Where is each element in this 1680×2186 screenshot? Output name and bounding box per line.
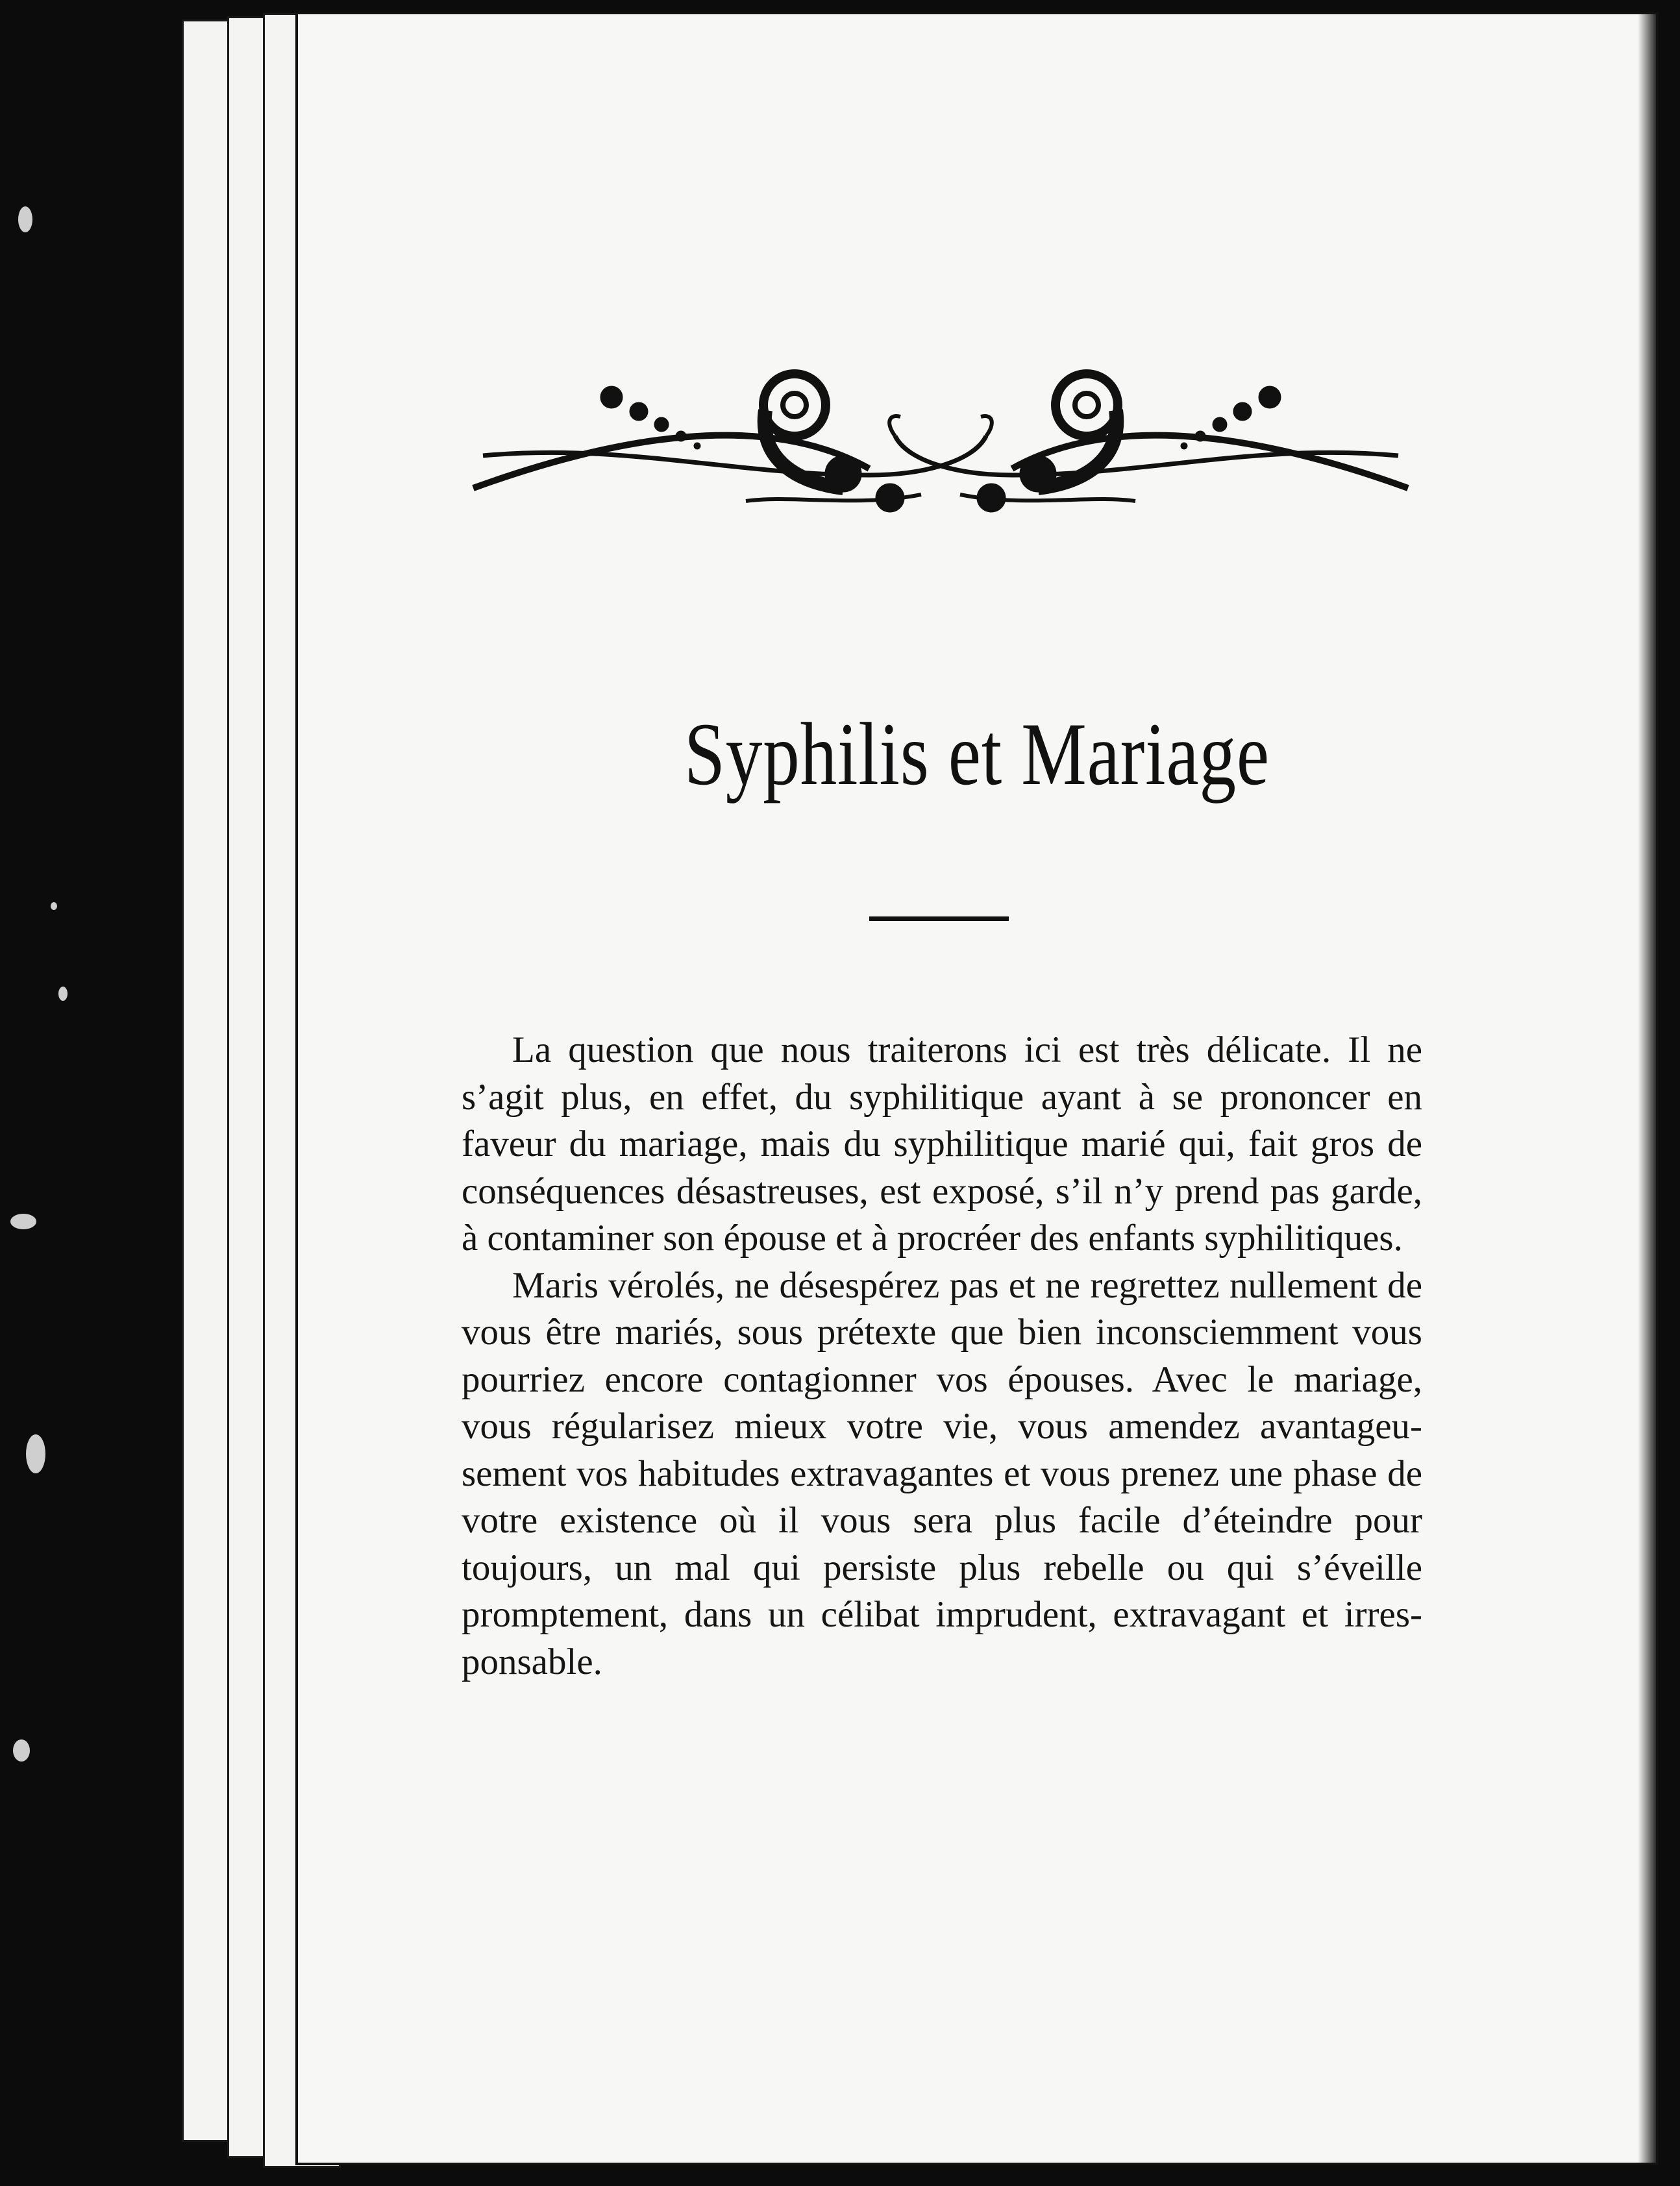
- scan-speck: [18, 206, 32, 232]
- title-divider: [869, 916, 1009, 921]
- decorative-flourish-ornament: [454, 365, 1427, 534]
- page-binding-shadow: [1638, 14, 1656, 2163]
- scan-speck: [58, 987, 68, 1001]
- scan-speck: [51, 902, 57, 910]
- document-page: [295, 12, 1659, 2165]
- paragraph-1: La question que nous traiterons ici est très délicate. Il ne s’agit plus, en effet, du syphilitique ayant à se prononcer en faveur du mariage, mais du syphilitique marié qui, fait gros de conséquences désastreuses, est exposé, s’il n’y prend pas garde, à contaminer son épouse et à procréer des enfants syphilitiques.: [462, 1029, 1422, 1259]
- scan-speck: [13, 1739, 30, 1762]
- right-flourish-icon: [889, 374, 1408, 512]
- page-title: Syphilis et Mariage: [684, 704, 1270, 804]
- scan-speck: [10, 1214, 36, 1229]
- paragraph-2: Maris vérolés, ne désespérez pas et ne regrettez nullement de vous être mariés, sous prétexte que bien inconsciemment vous pourriez encore contagionner vos épouses. Avec le mariage, vous régularisez mieux votre vie, vous amendez avantageusement vos habitudes extravagantes et vous prenez une phase de votre existence où il vous sera plus facile d’éteindre pour toujours, un mal qui persiste plus rebelle ou qui s’éveille promptement, dans un célibat imprudent, extravagant et irresponsable.: [462, 1264, 1422, 1682]
- scan-speck: [26, 1434, 45, 1473]
- body-text: [462, 1027, 1422, 1686]
- left-flourish-icon: [473, 374, 992, 512]
